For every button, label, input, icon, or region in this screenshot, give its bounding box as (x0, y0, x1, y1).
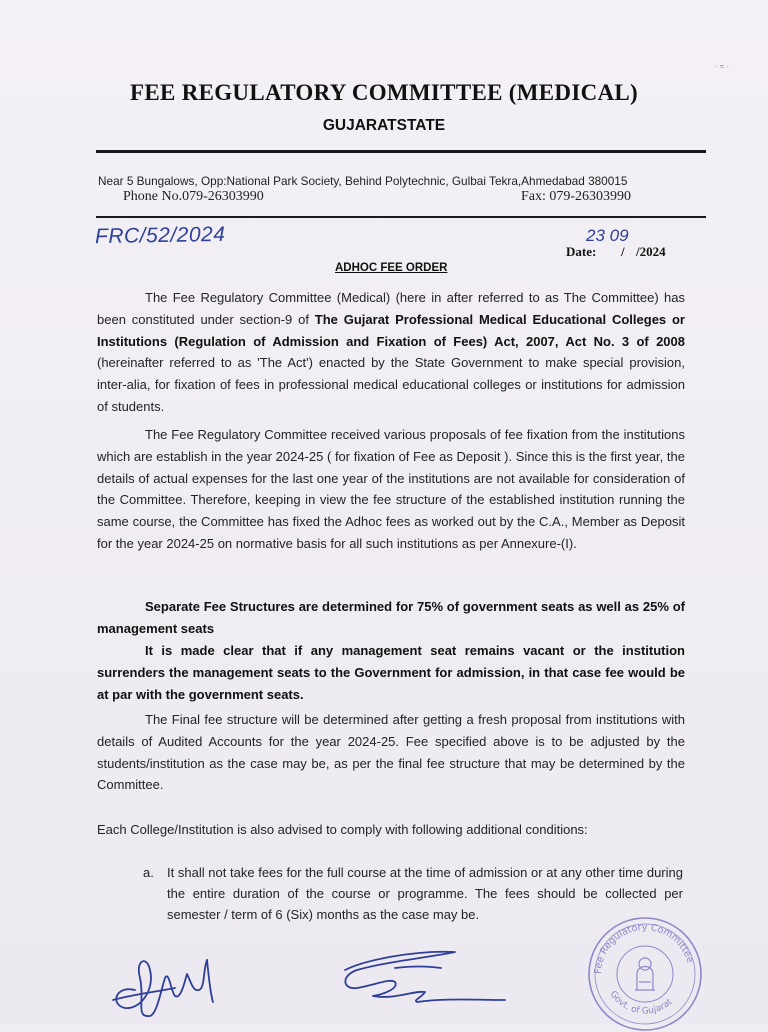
address-line: Near 5 Bungalows, Opp:National Park Society, Behind Polytechnic, Gulbai Tekra,Ahmedabad 380015 (98, 174, 628, 188)
signature-right (345, 952, 505, 1002)
seal-bottom-text: Govt. of Gujarat (607, 989, 675, 1017)
phone-number: Phone No.079-26303990 (123, 189, 264, 204)
p1-text-c: (hereinafter referred to as 'The Act') enacted by the State Government to make special provision, inter-alia, for fixation of fees in professional medical educational colleges or institutions for admission of students. (97, 355, 685, 414)
list-item-text: It shall not take fees for the full course at the time of admission or at any other time during the entire duration of the course or programme. The fees should be collected per semester / term of 6 (Six) months as the case may be. (167, 865, 683, 922)
order-title: ADHOC FEE ORDER (335, 262, 448, 274)
letterhead-title: FEE REGULATORY COMMITTEE (MEDICAL) (130, 80, 638, 105)
fax-number: Fax: 079-26303990 (521, 189, 632, 204)
letterhead-subtitle: GUJARATSTATE (322, 117, 446, 134)
paragraph-conditions-intro: Each College/Institution is also advised to comply with following additional conditions: (97, 822, 588, 837)
date-label: Date: (566, 244, 597, 259)
date-year: /2024 (636, 244, 666, 259)
date-slash: / (621, 244, 625, 259)
paragraph-final-fee: The Final fee structure will be determined after getting a fresh proposal from institutions with details of Audited Accounts for the year 2024-25. Fee specified above is to be adjusted by the students/institution as the case may be, as per the final fee structure that may be determined by the Committee. (97, 712, 685, 793)
p1-text-a: The Fee Regulatory Committee (Medical) (here in after referred to as The Committee) has been constituted under section-9 of (97, 290, 685, 327)
date-handwritten: 23 09 (586, 226, 629, 245)
paragraph-seat-split: Separate Fee Structures are determined for 75% of government seats as well as 25% of management seats (97, 599, 685, 636)
committee-seal (585, 912, 705, 1032)
list-item-label: a. (143, 865, 154, 880)
paragraph-management-seats: It is made clear that if any management seat remains vacant or the institution surrenders the management seats to the Government for admission, in that case fee would be at par with the government seats. (97, 643, 685, 702)
reference-number: FRC/52/2024 (94, 222, 226, 249)
seal-ring-text: Fee Regulatory Committee (592, 921, 696, 975)
signature-left (116, 960, 207, 1016)
emblem-icon (635, 958, 655, 990)
paragraph-proposals: The Fee Regulatory Committee received various proposals of fee fixation from the institutions which are establish in the year 2024-25 ( for fixation of Fee as Deposit ). Since this is the first year, the details of actual expenses for the last one year of the institutions are not available for consideration of the Committee. Therefore, keeping in view the fee structure of the established institution running the same course, the Committee has fixed the Adhoc fees as worked out by the C.A., Member as Deposit for the year 2024-25 on normative basis for all such institutions as per Annexure-(I). (97, 427, 685, 551)
scan-marks: · ≈ · (715, 62, 730, 71)
signatures (95, 930, 515, 1024)
paragraph-committee-constitution (97, 287, 685, 418)
header-rule-top (96, 150, 706, 153)
p1-act-name: The Gujarat Professional Medical Educational Colleges or Institutions (Regulation of Admission and Fixation of Fees) Act, 2007, Act No. 3 of 2008 (97, 311, 685, 349)
header-rule-bottom (96, 216, 706, 218)
